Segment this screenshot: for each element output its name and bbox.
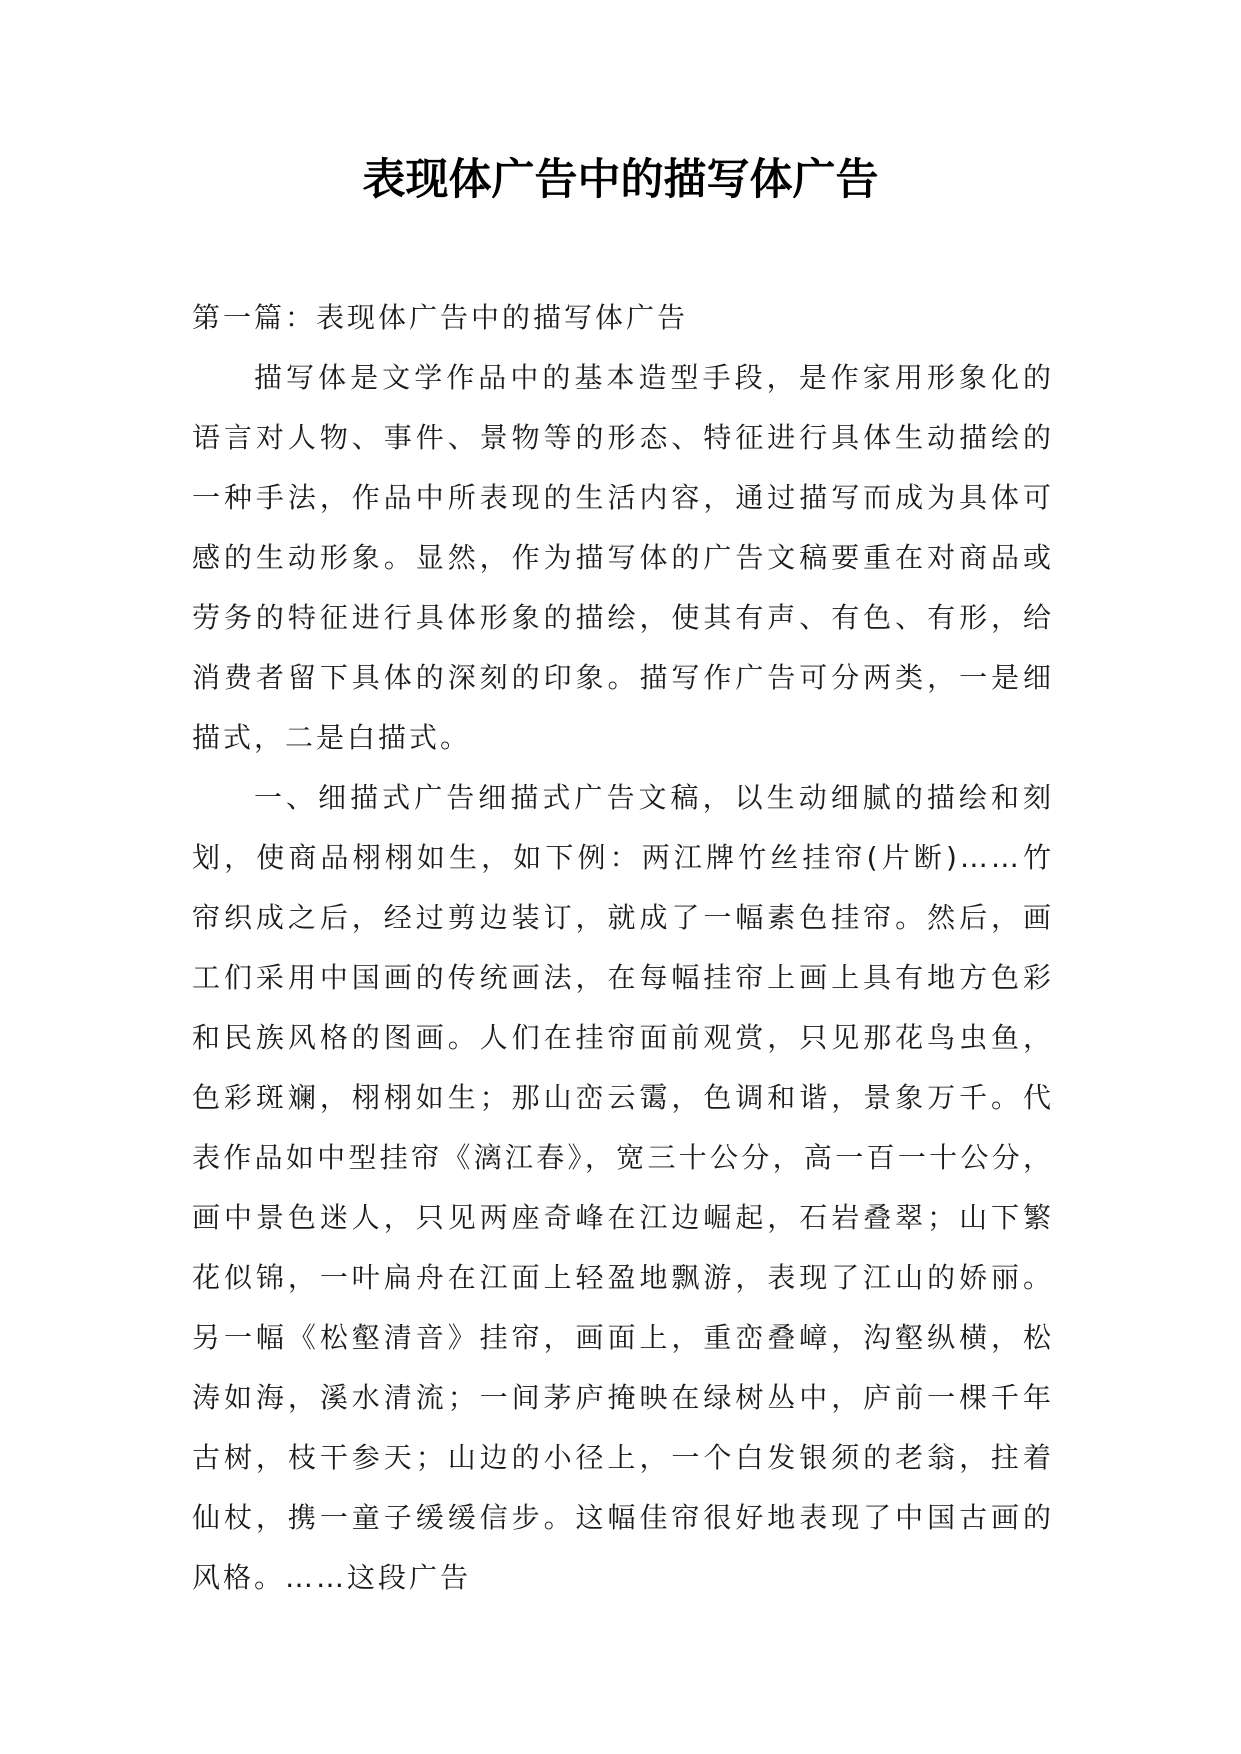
paragraph: 一、细描式广告细描式广告文稿，以生动细腻的描绘和刻划，使商品栩栩如生，如下例：两江牌竹丝挂帘(片断)……竹帘织成之后，经过剪边装订，就成了一幅素色挂帘。然后，画工们采用中国画的传统画法，在每幅挂帘上画上具有地方色彩和民族风格的图画。人们在挂帘面前观赏，只见那花鸟虫鱼，色彩斑斓，栩栩如生；那山峦云霭，色调和谐，景象万千。代表作品如中型挂帘《漓江春》，宽三十公分，高一百一十公分，画中景色迷人，只见两座奇峰在江边崛起，石岩叠翠；山下繁花似锦，一叶扁舟在江面上轻盈地飘游，表现了江山的娇丽。另一幅《松壑清音》挂帘，画面上，重峦叠嶂，沟壑纵横，松涛如海，溪水清流；一间茅庐掩映在绿树丛中，庐前一棵千年古树，枝干参天；山边的小径上，一个白发银须的老翁，拄着仙杖，携一童子缓缓信步。这幅佳帘很好地表现了中国古画的风格。……这段广告 [192,781,1054,1594]
section-heading: 第一篇：表现体广告中的描写体广告 [192,301,689,334]
document-body [192,288,1054,1608]
document-title: 表现体广告中的描写体广告 [362,155,879,205]
paragraph: 描写体是文学作品中的基本造型手段，是作家用形象化的语言对人物、事件、景物等的形态、特征进行具体生动描绘的一种手法，作品中所表现的生活内容，通过描写而成为具体可感的生动形象。显然，作为描写体的广告文稿要重在对商品或劳务的特征进行具体形象的描绘，使其有声、有色、有形，给消费者留下具体的深刻的印象。描写作广告可分两类，一是细描式，二是白描式。 [192,361,1054,754]
